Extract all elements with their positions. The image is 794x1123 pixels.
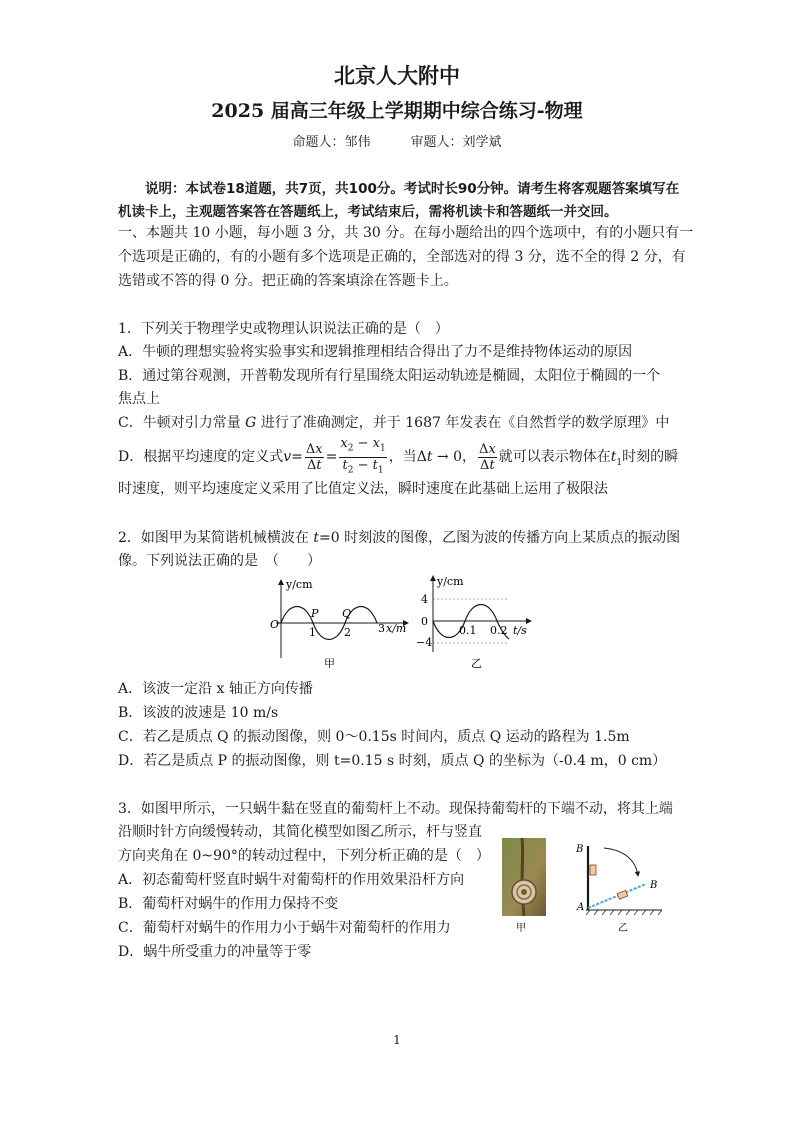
- xlabel: x/m: [386, 622, 407, 635]
- label-a: A: [577, 902, 585, 913]
- section1-line-3: 选错或不答的得 0 分。把正确的答案填涂在答题卡上。: [118, 273, 458, 289]
- q1-option-c: C．牛顿对引力常量 G 进行了准确测定，并于 1687 年发表在《自然哲学的数学原理》中: [118, 415, 670, 431]
- q2-option-d: D．若乙是质点 P 的振动图像，则 t=0.15 s 时刻，质点 Q 的坐标为（-0.4 m，0 cm）: [118, 753, 667, 769]
- ylabel: y/cm: [286, 578, 313, 591]
- ylabel: y/cm: [437, 575, 464, 588]
- q2-stem-line1: 2．如图甲为某简谐机械横波在 t=0 时刻波的图像，乙图为波的传播方向上某质点的振动图: [118, 530, 681, 546]
- q3-figure-jia-snail-photo: [500, 836, 550, 936]
- q3-stem-line1: 3．如图甲所示，一只蜗牛黏在竖直的葡萄杆上不动。现保持葡萄杆的下端不动，将其上端: [118, 801, 673, 817]
- instructions-line-1: 说明：本试卷18道题，共7页，共100分。考试时长90分钟。请考生将客观题答案填写在: [145, 181, 680, 197]
- var-g: G: [245, 415, 257, 431]
- caption-jia: 甲: [324, 657, 335, 670]
- ytick-minus4: −4: [416, 636, 433, 649]
- p-label: P: [311, 607, 319, 620]
- q2-option-b: B．该波的波速是 10 m/s: [118, 705, 279, 721]
- q1-option-a: A．牛顿的理想实验将实验事实和逻辑推理相结合得出了力不是维持物体运动的原因: [118, 344, 633, 360]
- origin-label: O: [270, 618, 280, 631]
- q2-figure-jia: [262, 572, 412, 672]
- ground-hatching: [586, 910, 662, 915]
- snail-block-vertical: [590, 865, 596, 875]
- ytick-4: 4: [421, 593, 428, 606]
- exam-title: 2025 届高三年级上学期期中综合练习-物理: [211, 100, 583, 122]
- caption-yi: 乙: [618, 923, 628, 934]
- label-b-top: B: [576, 844, 584, 855]
- fraction-x2x1-t2t1: $\frac{x_2 - x_1}{t_2 - t_1}$: [340, 436, 386, 476]
- xlabel: t/s: [513, 624, 527, 637]
- q2-option-c: C．若乙是质点 Q 的振动图像，则 0～0.15s 时间内，质点 Q 运动的路程为 1.5m: [118, 729, 630, 745]
- tick-2: 2: [344, 626, 351, 639]
- q3-option-d: D．蜗牛所受重力的冲量等于零: [118, 944, 312, 960]
- q1-option-d-line2: 时速度，则平均速度定义采用了比值定义法，瞬时速度在此基础上运用了极限法: [118, 481, 608, 497]
- q3-option-c: C．葡萄杆对蜗牛的作用力小于蜗牛对葡萄杆的作用力: [118, 920, 451, 936]
- tick-1: 1: [309, 626, 316, 639]
- q1-option-b-line2: 焦点上: [118, 391, 160, 407]
- q2-option-a: A．该波一定沿 x 轴正方向传播: [118, 681, 313, 697]
- instructions-line-2: 机读卡上，主观题答案答在答题纸上，考试结束后，需将机读卡和答题纸一并交回。: [118, 204, 618, 220]
- rotated-rod: [588, 884, 646, 908]
- reviewer-label: 审题人：刘学斌: [410, 135, 502, 150]
- q3-option-b: B．葡萄杆对蜗牛的作用力保持不变: [118, 896, 339, 912]
- q3-option-a: A．初态葡萄杆竖直时蜗牛对葡萄杆的作用效果沿杆方向: [118, 872, 465, 888]
- q3-stem-line2: 沿顺时针方向缓慢转动，其简化模型如图乙所示，杆与竖直: [118, 824, 482, 840]
- label-b-right: B: [650, 880, 658, 891]
- authors-line: [0, 131, 794, 150]
- xtick-0.1: 0.1: [459, 624, 477, 637]
- ytick-0: 0: [421, 615, 428, 628]
- q1-option-d: D．根据平均速度的定义式v= $\frac{\Delta x}{\Delta t}$ = $\frac{x_2 - x_1}{t_2 - t_1}$ ，当Δt → 0， $\frac{\Delta x}{\Delta t}$ 就可以表示物体在$t_1$时刻的瞬: [118, 436, 678, 481]
- page-number: 1: [393, 1033, 401, 1047]
- fraction-dx-dt-2: $\frac{\Delta x}{\Delta t}$: [479, 441, 496, 473]
- q3-stem-line3: 方向夹角在 0~90°的转动过程中，下列分析正确的是（ ）: [118, 848, 490, 864]
- tick-3: 3: [378, 622, 385, 635]
- xtick-0.2: 0.2: [490, 624, 508, 637]
- rotation-arrow-icon: [604, 848, 638, 876]
- q-label: Q: [342, 607, 352, 620]
- school-name: 北京人大附中: [334, 63, 460, 88]
- q2-stem-line2: 像。下列说法正确的是 （ ）: [118, 553, 321, 569]
- q3-figure-yi: [566, 836, 676, 936]
- caption-yi: 乙: [471, 657, 482, 670]
- q2-figure-yi: [415, 572, 535, 672]
- section1-line-2: 个选项是正确的，有的小题有多个选项是正确的，全部选对的得 3 分，选不全的得 2 分，有: [118, 249, 686, 265]
- q1-option-b-line1: B．通过第谷观测，开普勒发现所有行星围绕太阳运动轨迹是椭圆，太阳位于椭圆的一个: [118, 368, 661, 384]
- caption-jia: 甲: [516, 923, 526, 934]
- section1-line-1: 一、本题共 10 小题，每小题 3 分，共 30 分。在每小题给出的四个选项中，有的小题只有一: [118, 225, 694, 241]
- q1-stem: 1．下列关于物理学史或物理认识说法正确的是（ ）: [118, 321, 449, 337]
- fraction-dx-dt: $\frac{\Delta x}{\Delta t}$: [305, 441, 323, 473]
- snail-block-rotated: [617, 890, 628, 899]
- author-label: 命题人：邹伟: [292, 135, 371, 150]
